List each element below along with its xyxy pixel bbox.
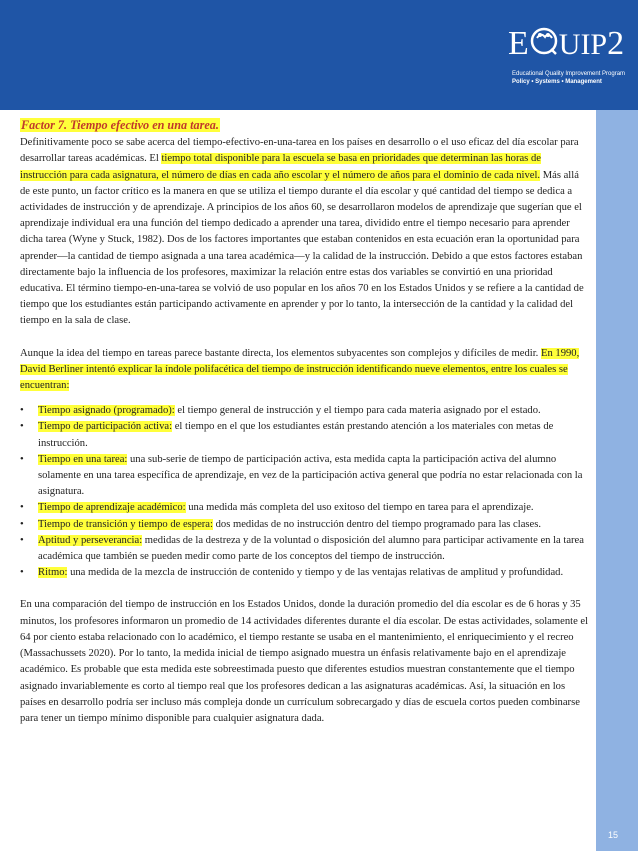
- list-item: • Aptitud y perseverancia: medidas de la destreza y de la voluntad o disposición del alumno para participar activamente en la tarea académica que también se pueden medir como parte de los conceptos del tiempo de instrucción.: [20, 534, 584, 563]
- list-item: • Tiempo en una tarea: una sub-serie de tiempo de participación activa, esta medida capta la participación activa del alumno solamente en una tarea específica de aprendizaje, en vez de la participación activa general que podría no estar relacionada con la asignatura.: [20, 453, 583, 498]
- bullet-icon: •: [20, 534, 24, 546]
- globe-people-icon: [529, 26, 559, 56]
- logo-tagline: Policy • Systems • Management: [512, 79, 602, 85]
- list-item-term: Tiempo en una tarea:: [38, 453, 128, 465]
- side-color-band: [596, 110, 638, 851]
- list-item: • Tiempo de aprendizaje académico: una medida más completa del uso exitoso del tiempo en tarea para el aprendizaje.: [20, 500, 590, 516]
- list-item-term: Tiempo de transición y tiempo de espera:: [38, 518, 213, 530]
- equip2-logo: [508, 20, 626, 90]
- list-item: • Tiempo de participación activa: el tiempo en el que los estudiantes están prestando atención a los materiales con metas de instrucción.: [20, 421, 554, 449]
- bullet-icon: •: [20, 518, 24, 530]
- bullet-icon: •: [20, 421, 24, 433]
- paragraph-1: Definitivamente poco se sabe acerca del tiempo-efectivo-en-una-tarea en los países en desarrollo o el uso eficaz del día escolar para desarrollar tareas académicas. El tiempo total disponible para la escuela se basa en prioridades que determinan las horas de instrucción para cada asignatura, el número de días en cada año escolar y el número de años para el dominio de cada nivel. Más allá de este punto, un factor crítico es la manera en que se utiliza el tiempo durante el día escolar y qué cantidad del tiempo se dedica a actividades de instrucción y de aprendizaje. A principios de los años 60, se desarrollaron modelos de aprendizaje que sugerían que el aprendizaje individual era una función del tiempo dedicado a aprender una tarea, dividido entre el tiempo necesario para aprender dicha tarea (Wyne y Stuck, 1982). Dos de los factores importantes que estaban contenidos en esta ecuación eran la oportunidad para aprender—la cantidad de tiempo asignada a una tarea académica—y la calidad de la instrucción. Debido a que estos factores estaban directamente bajo la influencia de los profesores, maximizar la relación entre estas dos variables se convirtió en una prioridad educativa. El término tiempo-en-una-tarea se volvió de uso popular en los años 70 en los Estados Unidos y se refiere a la cantidad de tiempo que los estudiantes están participando activamente en aprender y por lo tanto, la intersección de la cantidad y la calidad del tiempo en la sala de clase.: [20, 137, 584, 327]
- bullet-icon: •: [20, 453, 24, 465]
- factor-title: Factor 7. Tiempo efectivo en una tarea.: [21, 118, 219, 132]
- document-body: [20, 117, 590, 727]
- paragraph-2: Aunque la idea del tiempo en tareas parece bastante directa, los elementos subyacentes son complejos y difíciles de medir. En 1990, David Berliner intentó explicar la índole polifacética del tiempo de instrucción identificando nueve elementos, entre los cuales se encuentran:: [20, 347, 580, 392]
- elements-list: [20, 403, 590, 581]
- paragraph-3: En una comparación del tiempo de instrucción en los Estados Unidos, donde la duración promedio del día escolar es de 6 horas y 35 minutos, los profesores informaron un promedio de 14 actividades diferentes durante el día escolar. De estas actividades, solamente el 64 por ciento estaba relacionado con lo académico, el tiempo restante se usaba en el mantenimiento, el enriquecimiento y el recreo (Massachussets 2020). Por lo tanto, la medida inicial de tiempo asignado muestra un énfasis relativamente bajo en el aprendizaje académico. Es probable que esta medida este sobreestimada puesto que diferentes estudios muestran constantemente que el tiempo asignado invariablemente es corto al tiempo real que los profesores dedican a las asignaturas académicas. Así, la situación en los países en desarrollo podría ser incluso más compleja donde un currículum sobrecargado y días de escuela cortos pueden combinarse para tener un tiempo mínimo disponible para cualquier asignatura dada.: [20, 599, 589, 724]
- logo-wordmark: E UIP2: [508, 25, 625, 62]
- list-item-term: Tiempo asignado (programado):: [38, 405, 175, 417]
- list-item-term: Tiempo de aprendizaje académico:: [38, 502, 186, 514]
- logo-subtitle: Educational Quality Improvement Program: [512, 71, 626, 77]
- highlighted-text: tiempo total disponible para la escuela se basa en prioridades que determinan las horas de instrucción para cada asignatura, el número de días en cada año escolar y el número de años para el dominio de cada nivel.: [20, 153, 541, 181]
- bullet-icon: •: [20, 405, 24, 417]
- highlighted-text: En 1990, David Berliner intentó explicar la índole polifacética del tiempo de instrucción identificando nueve elementos, entre los cuales se encuentran:: [20, 347, 580, 392]
- list-item-term: Tiempo de participación activa:: [38, 421, 173, 433]
- list-item: • Ritmo: una medida de la mezcla de instrucción de contenido y tiempo y de las ventajas relativas de amplitud y profundidad.: [20, 565, 590, 581]
- list-item: • Tiempo asignado (programado): el tiempo general de instrucción y el tiempo para cada materia asignado por el estado.: [20, 403, 590, 419]
- page-number: 15: [608, 830, 619, 840]
- bullet-icon: •: [20, 567, 24, 579]
- list-item-term: Aptitud y perseverancia:: [38, 534, 143, 546]
- list-item-term: Ritmo:: [38, 567, 68, 579]
- list-item: • Tiempo de transición y tiempo de espera: dos medidas de no instrucción dentro del tiempo programado para las clases.: [20, 517, 590, 533]
- bullet-icon: •: [20, 502, 24, 514]
- section-heading: [20, 117, 590, 135]
